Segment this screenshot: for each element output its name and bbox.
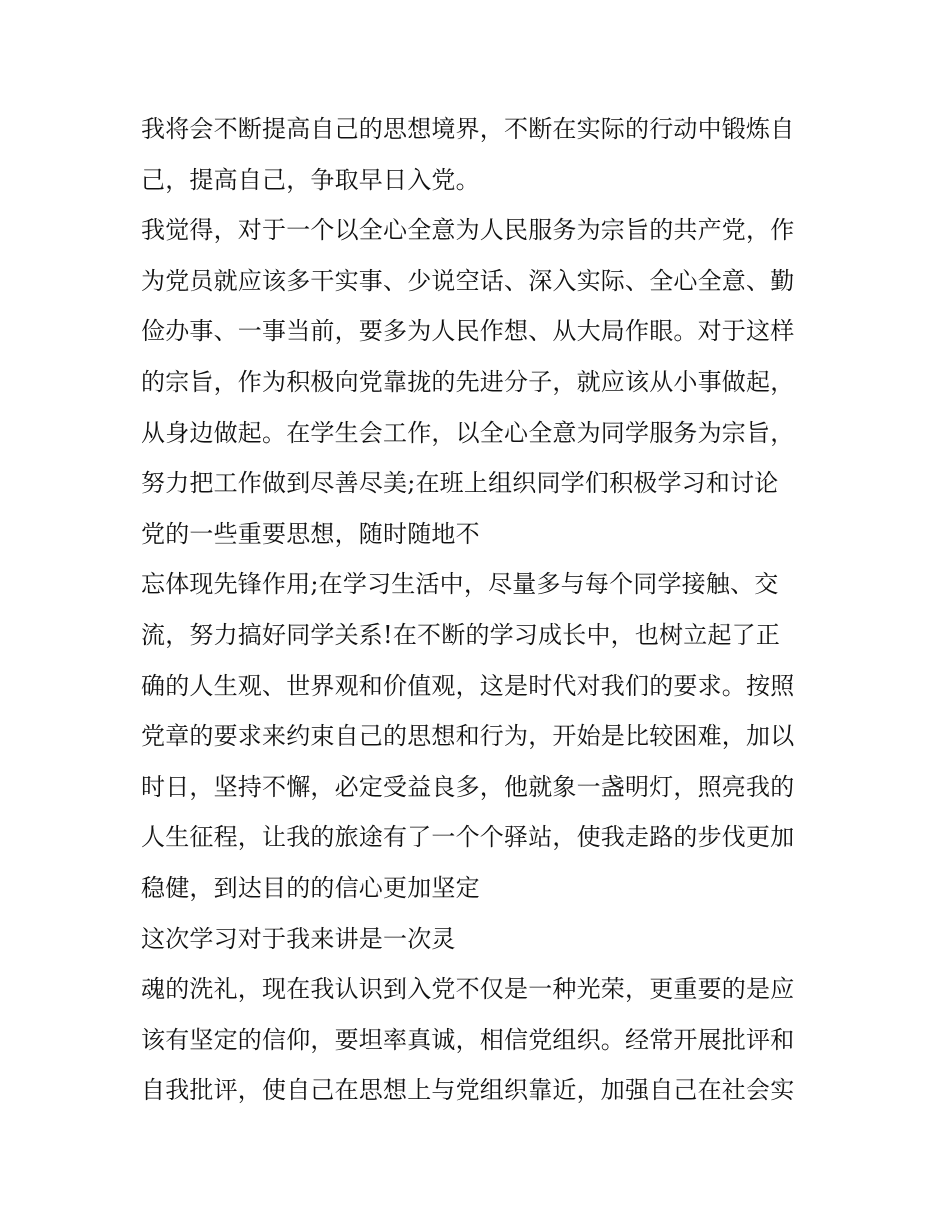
text-line: 我觉得，对于一个以全心全意为人民服务为宗旨的共产党，作	[141, 216, 795, 245]
text-line: 努力把工作做到尽善尽美;在班上组织同学们积极学习和讨论	[141, 469, 779, 498]
text-line: 这次学习对于我来讲是一次灵	[141, 924, 456, 953]
body-text	[141, 104, 821, 1116]
text-line: 我将会不断提高自己的思想境界，不断在实际的行动中锻炼自	[141, 115, 795, 143]
text-line: 自我批评，使自己在思想上与党组织靠近，加强自己在社会实	[141, 1076, 795, 1105]
text-line: 稳健，到达目的的信心更加坚定	[141, 873, 480, 902]
text-line: 时日，坚持不懈，必定受益良多，他就象一盏明灯，照亮我的	[141, 772, 795, 801]
text-line: 忘体现先锋作用;在学习生活中，尽量多与每个同学接触、交	[141, 570, 779, 599]
text-line: 的宗旨，作为积极向党靠拢的先进分子，就应该从小事做起，	[141, 367, 795, 396]
text-line: 魂的洗礼，现在我认识到入党不仅是一种光荣，更重要的是应	[141, 975, 795, 1004]
text-line: 俭办事、一事当前，要多为人民作想、从大局作眼。对于这样	[141, 317, 795, 346]
text-line: 该有坚定的信仰，要坦率真诚，相信党组织。经常开展批评和	[141, 1025, 795, 1054]
text-line: 人生征程，让我的旅途有了一个个驿站，使我走路的步伐更加	[141, 823, 795, 852]
text-line: 党的一些重要思想，随时随地不	[141, 519, 480, 548]
text-line: 流，努力搞好同学关系!在不断的学习成长中，也树立起了正	[141, 620, 781, 649]
text-line: 确的人生观、世界观和价值观，这是时代对我们的要求。按照	[141, 671, 795, 700]
text-line: 从身边做起。在学生会工作，以全心全意为同学服务为宗旨，	[141, 418, 795, 447]
text-line: 为党员就应该多干实事、少说空话、深入实际、全心全意、勤	[141, 266, 795, 295]
text-line: 己，提高自己，争取早日入党。	[141, 165, 480, 194]
text-line: 党章的要求来约束自己的思想和行为，开始是比较困难，加以	[141, 722, 795, 751]
